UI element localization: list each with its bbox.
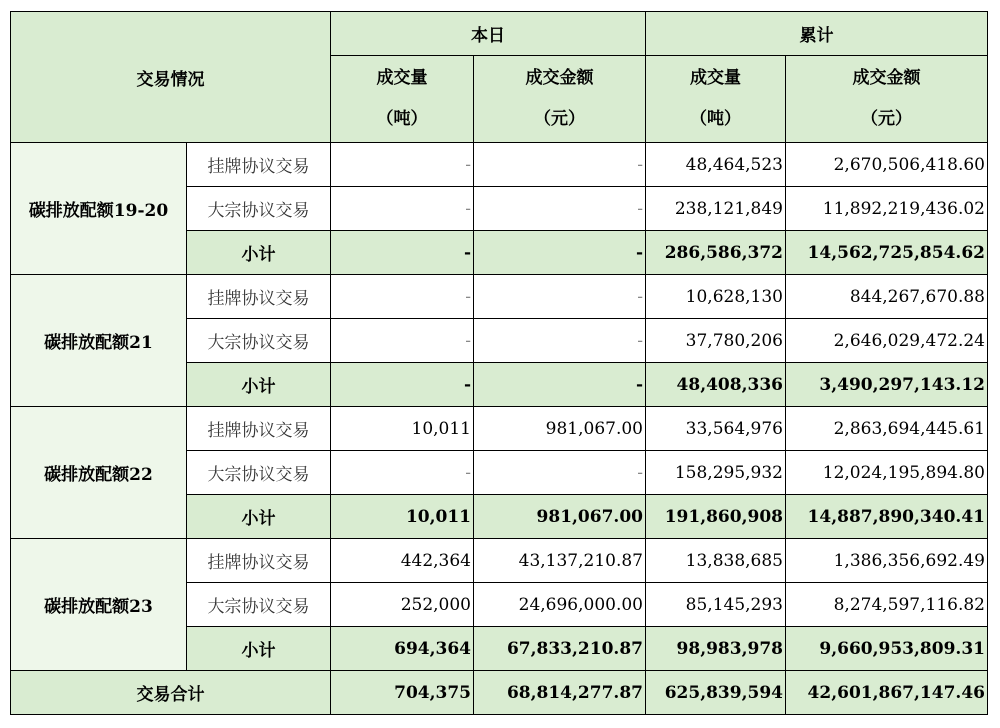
today-volume: 694,364 — [331, 627, 474, 671]
header-row-1 — [11, 12, 988, 56]
today-volume: - — [331, 275, 474, 319]
cum-amount: 12,024,195,894.80 — [786, 451, 988, 495]
header-label: 成交金额 — [525, 68, 594, 88]
trade-type: 挂牌协议交易 — [187, 143, 331, 187]
subtotal-label: 小计 — [187, 627, 331, 671]
subtotal-label: 小计 — [187, 363, 331, 407]
cum-volume: 286,586,372 — [646, 231, 786, 275]
trade-type: 大宗协议交易 — [187, 583, 331, 627]
today-amount: 24,696,000.00 — [474, 583, 646, 627]
cum-volume: 33,564,976 — [646, 407, 786, 451]
header-unit: （吨） — [690, 109, 741, 129]
table-row — [11, 539, 988, 583]
cum-volume: 13,838,685 — [646, 539, 786, 583]
today-amount: 67,833,210.87 — [474, 627, 646, 671]
subtotal-label: 小计 — [187, 231, 331, 275]
trade-type: 挂牌协议交易 — [187, 275, 331, 319]
trading-summary-container — [10, 11, 988, 715]
today-volume: - — [331, 363, 474, 407]
today-amount: - — [474, 319, 646, 363]
cum-amount: 844,267,670.88 — [786, 275, 988, 319]
today-volume: 442,364 — [331, 539, 474, 583]
today-header: 本日 — [331, 12, 646, 56]
today-volume: 10,011 — [331, 407, 474, 451]
today-amount-header — [474, 56, 646, 143]
group-name: 碳排放配额23 — [11, 539, 187, 671]
cum-volume: 191,860,908 — [646, 495, 786, 539]
cum-amount: 2,863,694,445.61 — [786, 407, 988, 451]
today-amount: 981,067.00 — [474, 495, 646, 539]
trading-summary-table — [10, 11, 988, 715]
today-volume: - — [331, 319, 474, 363]
cumulative-header: 累计 — [646, 12, 988, 56]
group-name: 碳排放配额21 — [11, 275, 187, 407]
cum-amount: 14,887,890,340.41 — [786, 495, 988, 539]
corner-header: 交易情况 — [11, 12, 331, 143]
table-row — [11, 275, 988, 319]
cum-volume: 98,983,978 — [646, 627, 786, 671]
cum-amount: 2,646,029,472.24 — [786, 319, 988, 363]
today-amount: - — [474, 275, 646, 319]
cum-amount: 2,670,506,418.60 — [786, 143, 988, 187]
total-row — [11, 671, 988, 715]
header-unit: （元） — [534, 109, 585, 129]
total-today-volume: 704,375 — [331, 671, 474, 715]
cum-volume: 85,145,293 — [646, 583, 786, 627]
total-cum-amount: 42,601,867,147.46 — [786, 671, 988, 715]
cum-amount: 9,660,953,809.31 — [786, 627, 988, 671]
today-volume: - — [331, 187, 474, 231]
today-volume: 10,011 — [331, 495, 474, 539]
trade-type: 大宗协议交易 — [187, 451, 331, 495]
table-row — [11, 143, 988, 187]
group-name: 碳排放配额22 — [11, 407, 187, 539]
today-amount: 981,067.00 — [474, 407, 646, 451]
today-volume: - — [331, 451, 474, 495]
cum-volume: 158,295,932 — [646, 451, 786, 495]
cum-amount: 3,490,297,143.12 — [786, 363, 988, 407]
cum-amount: 14,562,725,854.62 — [786, 231, 988, 275]
cum-volume-header — [646, 56, 786, 143]
today-volume-header — [331, 56, 474, 143]
total-cum-volume: 625,839,594 — [646, 671, 786, 715]
trade-type: 大宗协议交易 — [187, 319, 331, 363]
today-volume: 252,000 — [331, 583, 474, 627]
today-amount: - — [474, 231, 646, 275]
cum-amount: 1,386,356,692.49 — [786, 539, 988, 583]
header-label: 成交金额 — [852, 68, 921, 88]
cum-amount-header — [786, 56, 988, 143]
cum-amount: 11,892,219,436.02 — [786, 187, 988, 231]
header-unit: （元） — [861, 109, 912, 129]
subtotal-label: 小计 — [187, 495, 331, 539]
today-volume: - — [331, 231, 474, 275]
trade-type: 大宗协议交易 — [187, 187, 331, 231]
today-amount: - — [474, 143, 646, 187]
cum-volume: 10,628,130 — [646, 275, 786, 319]
header-unit: （吨） — [376, 109, 428, 129]
today-amount: - — [474, 363, 646, 407]
cum-volume: 48,464,523 — [646, 143, 786, 187]
today-amount: - — [474, 187, 646, 231]
total-today-amount: 68,814,277.87 — [474, 671, 646, 715]
cum-volume: 37,780,206 — [646, 319, 786, 363]
header-label: 成交量 — [376, 68, 428, 88]
table-row — [11, 407, 988, 451]
cum-volume: 238,121,849 — [646, 187, 786, 231]
cum-volume: 48,408,336 — [646, 363, 786, 407]
group-name: 碳排放配额19-20 — [11, 143, 187, 275]
total-label: 交易合计 — [11, 671, 331, 715]
trade-type: 挂牌协议交易 — [187, 539, 331, 583]
today-amount: 43,137,210.87 — [474, 539, 646, 583]
cum-amount: 8,274,597,116.82 — [786, 583, 988, 627]
trade-type: 挂牌协议交易 — [187, 407, 331, 451]
today-volume: - — [331, 143, 474, 187]
header-label: 成交量 — [690, 68, 741, 88]
today-amount: - — [474, 451, 646, 495]
